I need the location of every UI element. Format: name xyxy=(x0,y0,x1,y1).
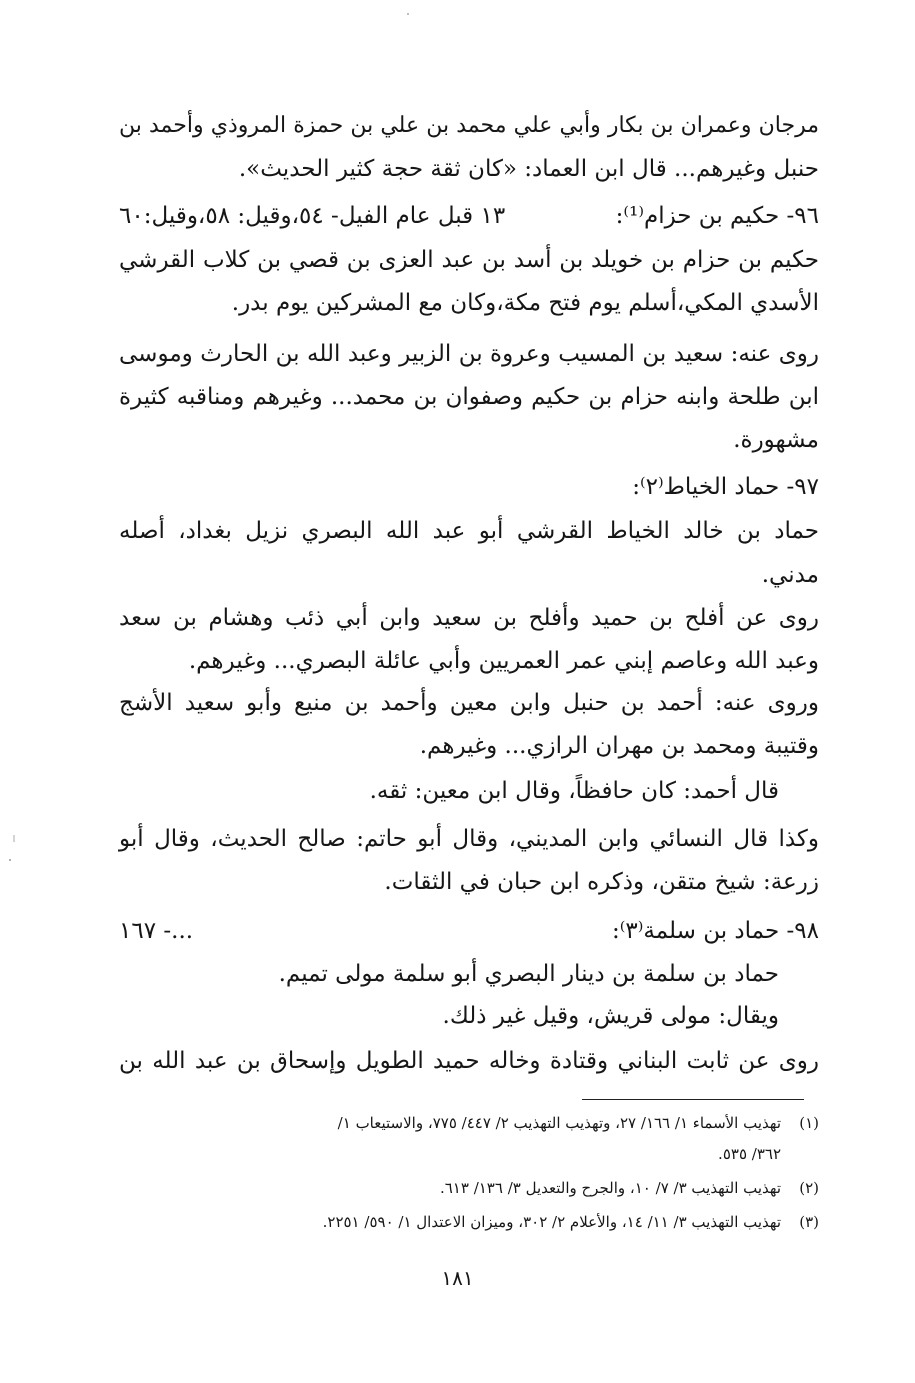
body-line: وكذا قال النسائي وابن المديني، وقال أبو حاتم: صالح الحديث، وقال أبو xyxy=(119,826,819,852)
body-line: حكيم بن حزام بن خويلد بن أسد بن عبد العزى بن قصي بن كلاب القرشي xyxy=(119,247,819,273)
body-line: روى عن أفلح بن حميد وأفلح بن سعيد وابن أبي ذئب وهشام بن سعد xyxy=(119,605,819,631)
footnote-number: (١) xyxy=(799,1114,819,1132)
entry-name: ٩٧- حماد الخياط⁽٢⁾: xyxy=(632,474,819,500)
scan-speck xyxy=(9,859,11,861)
footnote-number: (٢) xyxy=(799,1179,819,1197)
body-line: زرعة: شيخ متقن، وذكره ابن حبان في الثقات. xyxy=(384,869,819,895)
entry-dates: ...- ١٦٧ xyxy=(119,918,194,944)
body-line: حماد بن خالد الخياط القرشي أبو عبد الله البصري نزيل بغداد، أصله xyxy=(119,518,819,544)
body-line: حنبل وغيرهم... قال ابن العماد: «كان ثقة حجة كثير الحديث». xyxy=(238,156,819,182)
body-line: مدني. xyxy=(761,562,819,588)
body-line: مشهورة. xyxy=(733,427,819,453)
body-line: حماد بن سلمة بن دينار البصري أبو سلمة مولى تميم. xyxy=(278,961,779,987)
footnote-text: تهذيب الأسماء ١/ ١٦٦/ ٢٧، وتهذيب التهذيب ٢/ ٤٤٧/ ٧٧٥، والاستيعاب ١/ xyxy=(337,1114,781,1132)
body-line: وعبد الله وعاصم إبني عمر العمريين وأبي عائلة البصري... وغيرهم. xyxy=(188,648,819,674)
body-line: مرجان وعمران بن بكار وأبي علي محمد بن علي بن حمزة المروذي وأحمد بن xyxy=(119,113,819,138)
footnote-text: تهذيب التهذيب ٣/ ٧/ ١٠، والجرح والتعديل ٣/ ١٣٦/ ٦١٣. xyxy=(439,1179,781,1197)
body-line: روى عن ثابت البناني وقتادة وخاله حميد الطويل وإسحاق بن عبد الله بن xyxy=(119,1048,819,1074)
entry-name: ٩٨- حماد بن سلمة⁽٣⁾: xyxy=(611,918,819,944)
body-line: الأسدي المكي،أسلم يوم فتح مكة،وكان مع المشركين يوم بدر. xyxy=(231,290,819,316)
entry-name: ٩٦- حكيم بن حزام⁽¹⁾: xyxy=(615,203,819,229)
body-line: وقتيبة ومحمد بن مهران الرازي... وغيرهم. xyxy=(419,733,819,759)
footnote-text: تهذيب التهذيب ٣/ ١١/ ١٤، والأعلام ٢/ ٣٠٢، وميزان الاعتدال ١/ ٥٩٠/ ٢٢٥١. xyxy=(322,1213,781,1231)
body-line: ويقال: مولى قريش، وقيل غير ذلك. xyxy=(442,1003,779,1029)
body-line: روى عنه: سعيد بن المسيب وعروة بن الزبير وعبد الله بن الحارث وموسى xyxy=(119,341,819,367)
footnote-1-continuation: ٣٦٢/ ٥٣٥. xyxy=(718,1145,781,1163)
entry-dates: ١٣ قبل عام الفيل- ٥٤،وقيل: ٥٨،وقيل:٦٠ xyxy=(119,203,506,229)
footnote-number: (٣) xyxy=(799,1213,819,1231)
page-number: ١٨١ xyxy=(441,1266,474,1290)
body-line: قال أحمد: كان حافظاً، وقال ابن معين: ثقه. xyxy=(369,778,779,804)
body-line: ابن طلحة وابنه حزام بن حكيم وصفوان بن محمد... وغيرهم ومناقبه كثيرة xyxy=(119,384,819,410)
scan-speck xyxy=(407,13,409,15)
body-line: وروى عنه: أحمد بن حنبل وابن معين وأحمد بن منيع وأبو سعيد الأشج xyxy=(119,690,819,716)
